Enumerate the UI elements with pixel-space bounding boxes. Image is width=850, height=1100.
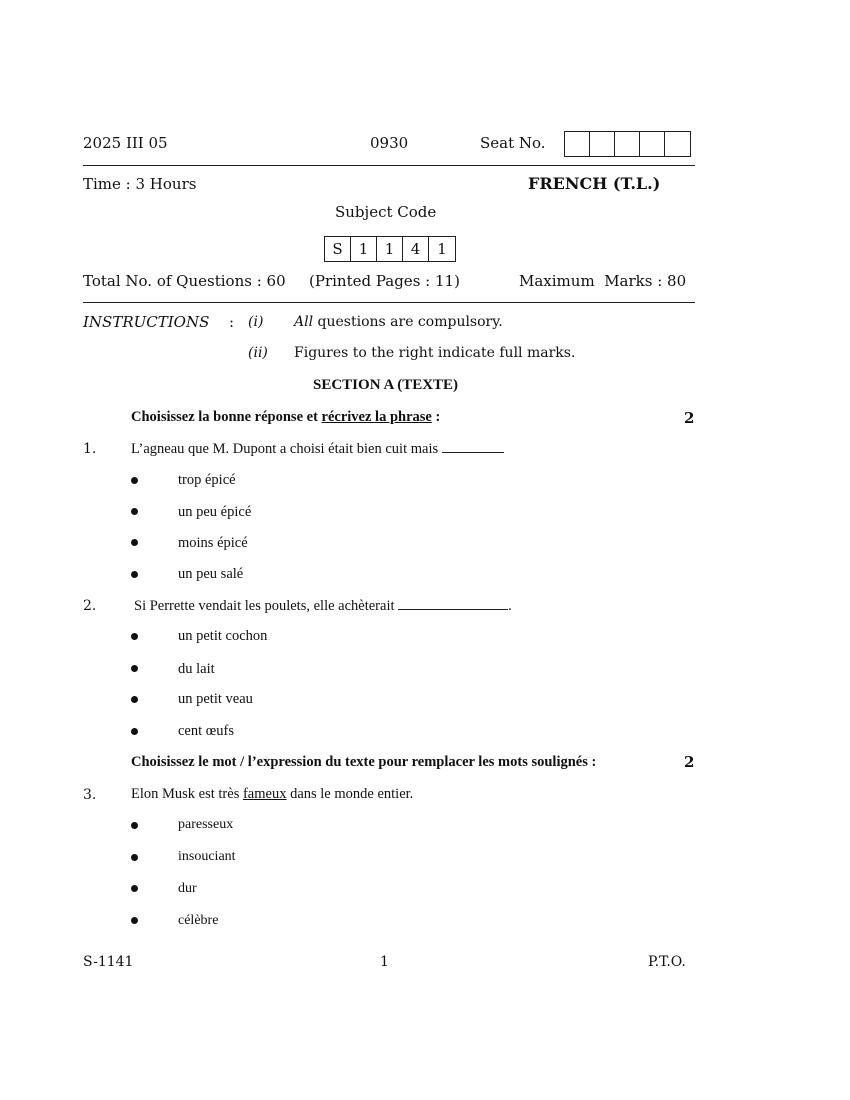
- part1-instruction-underlined: récrivez la phrase: [321, 409, 432, 425]
- question-end: .: [508, 598, 512, 614]
- option-item: cent œufs: [178, 723, 234, 739]
- subject-code-char: S: [325, 237, 351, 261]
- subject-code-char: 1: [377, 237, 403, 261]
- seat-box[interactable]: [665, 132, 690, 156]
- total-questions: Total No. of Questions : 60: [83, 272, 286, 290]
- question-text: Si Perrette vendait les poulets, elle achèterait: [134, 598, 395, 614]
- seat-box[interactable]: [640, 132, 665, 156]
- header-rule-bottom: [83, 302, 695, 303]
- instruction-number: (ii): [248, 345, 268, 361]
- bullet-icon: [131, 696, 138, 703]
- option-item: un peu salé: [178, 566, 244, 582]
- option-item: un petit cochon: [178, 628, 268, 644]
- instructions-label: INSTRUCTIONS: [83, 313, 210, 331]
- option-item: paresseux: [178, 817, 234, 832]
- instruction-emphasis: All: [294, 314, 314, 330]
- footer-code: S-1141: [83, 954, 134, 970]
- time-allowed: Time : 3 Hours: [83, 175, 197, 193]
- part1-instruction-text: Choisissez la bonne réponse et: [131, 409, 322, 425]
- part2-instruction: Choisissez le mot / l’expression du texte pour remplacer les mots soulignés :: [131, 754, 597, 770]
- subject-code-char: 1: [351, 237, 377, 261]
- option-item: insouciant: [178, 849, 236, 864]
- question-text-end: dans le monde entier.: [286, 786, 414, 802]
- question-text: Elon Musk est très: [131, 786, 243, 802]
- option-item: trop épicé: [178, 472, 236, 488]
- option-item: dur: [178, 881, 197, 896]
- option-item: du lait: [178, 661, 215, 677]
- question-text: L’agneau que M. Dupont a choisi était bien cuit mais: [131, 441, 439, 457]
- option-item: moins épicé: [178, 535, 248, 551]
- question-1-text: [131, 440, 504, 458]
- bullet-icon: [131, 728, 138, 735]
- subject-code-label: Subject Code: [335, 203, 437, 221]
- instructions-colon: :: [229, 313, 235, 331]
- subject-code-char: 4: [403, 237, 429, 261]
- page-number: 1: [380, 954, 389, 970]
- option-item: un petit veau: [178, 691, 253, 707]
- center-code: 0930: [370, 134, 409, 152]
- pto-label: P.T.O.: [648, 954, 686, 970]
- bullet-icon: [131, 822, 138, 829]
- part1-marks: 2: [684, 409, 695, 427]
- bullet-icon: [131, 508, 138, 515]
- underlined-word: fameux: [242, 786, 287, 802]
- answer-blank: [398, 597, 508, 610]
- question-number: 3.: [83, 787, 97, 803]
- bullet-icon: [131, 477, 138, 484]
- instruction-item: [294, 314, 503, 330]
- seat-label: Seat No.: [480, 134, 546, 152]
- header-rule-top: [83, 165, 695, 166]
- maximum-marks: Maximum Marks : 80: [519, 272, 687, 290]
- question-number: 2.: [83, 598, 97, 614]
- bullet-icon: [131, 571, 138, 578]
- option-item: célèbre: [178, 913, 219, 928]
- paper-code: 2025 III 05: [83, 134, 168, 152]
- seat-box[interactable]: [590, 132, 615, 156]
- bullet-icon: [131, 917, 138, 924]
- bullet-icon: [131, 665, 138, 672]
- answer-blank: [442, 440, 504, 453]
- option-item: un peu épicé: [178, 504, 252, 520]
- section-title: SECTION A (TEXTE): [313, 377, 459, 393]
- bullet-icon: [131, 885, 138, 892]
- instruction-text: questions are compulsory.: [313, 314, 503, 330]
- bullet-icon: [131, 539, 138, 546]
- seat-number-boxes[interactable]: [564, 131, 691, 157]
- question-2-text: [134, 597, 512, 615]
- printed-pages: (Printed Pages : 11): [309, 272, 460, 290]
- bullet-icon: [131, 633, 138, 640]
- part1-instruction-end: :: [431, 409, 441, 425]
- instruction-number: (i): [248, 314, 264, 330]
- seat-box[interactable]: [565, 132, 590, 156]
- question-3-text: [131, 786, 413, 803]
- part2-marks: 2: [684, 753, 695, 771]
- part1-instruction: [131, 409, 440, 426]
- question-number: 1.: [83, 441, 97, 457]
- bullet-icon: [131, 854, 138, 861]
- instruction-text: Figures to the right indicate full marks.: [294, 345, 576, 361]
- subject-code-boxes: [324, 236, 456, 262]
- subject-code-char: 1: [437, 240, 447, 258]
- seat-box[interactable]: [615, 132, 640, 156]
- subject-title: FRENCH (T.L.): [528, 174, 661, 193]
